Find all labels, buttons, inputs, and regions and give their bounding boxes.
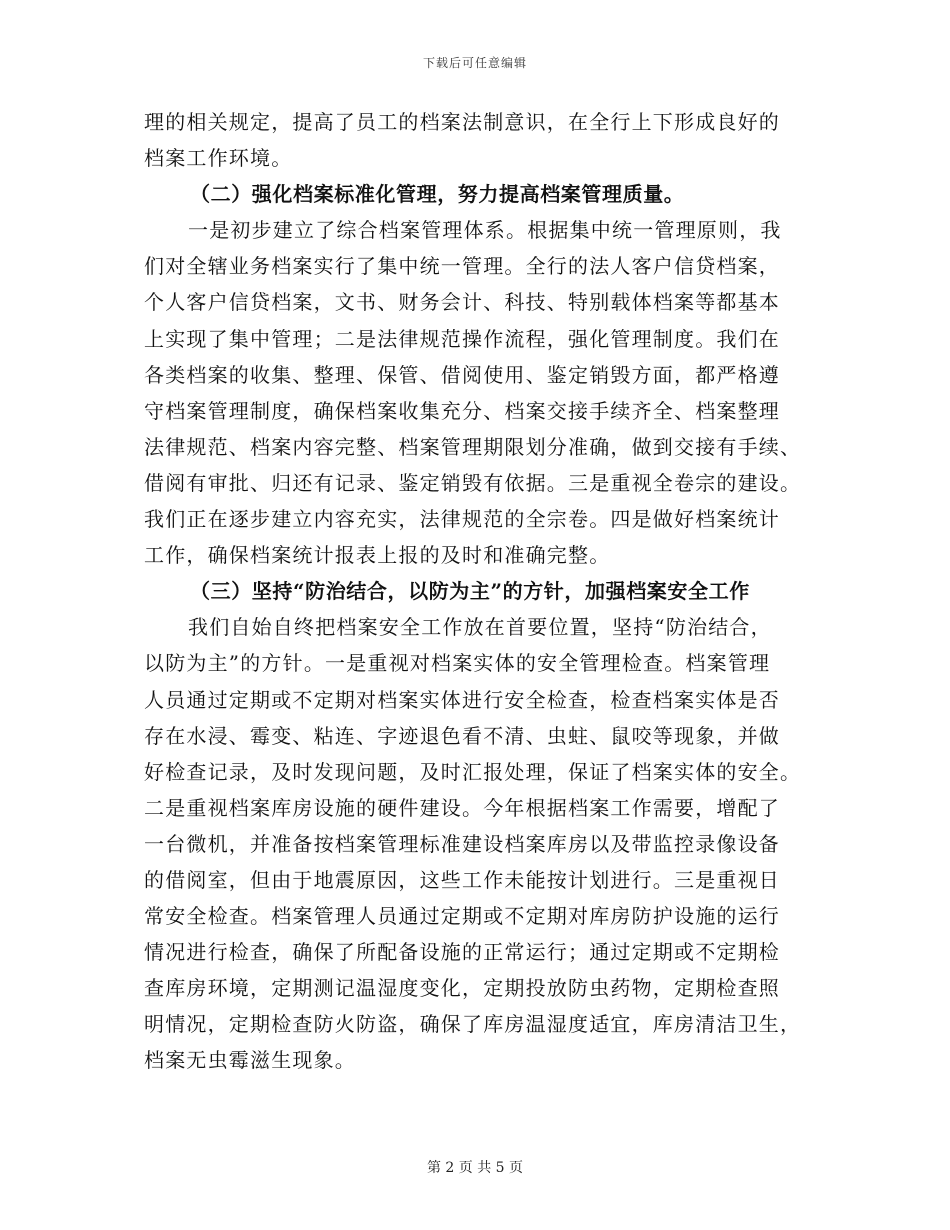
body-line: 我们正在逐步建立内容充实，法律规范的全宗卷。四是做好档案统计: [144, 507, 780, 532]
body-line: 一台微机，并准备按档案管理标准建设档案库房以及带监控录像设备: [144, 831, 780, 856]
body-line: 常安全检查。档案管理人员通过定期或不定期对库房防护设施的运行: [144, 904, 780, 929]
page-number-footer: 第 2 页 共 5 页: [426, 1160, 524, 1176]
body-line: 明情况，定期检查防火防盗，确保了库房温湿度适宜，库房清洁卫生，: [144, 1012, 802, 1037]
body-line: 档案工作环境。: [144, 146, 293, 171]
body-line: 工作，确保档案统计报表上报的及时和准确完整。: [144, 543, 611, 568]
body-line: 理的相关规定，提高了员工的档案法制意识，在全行上下形成良好的: [144, 110, 780, 134]
body-line: 情况进行检查，确保了所配备设施的正常运行；通过定期或不定期检: [144, 940, 780, 965]
body-line: 上实现了集中管理；二是法律规范操作流程，强化管理制度。我们在: [144, 326, 780, 351]
body-line: 以防为主”的方针。一是重视对档案实体的安全管理检查。档案管理: [144, 651, 771, 676]
document-body: [144, 104, 814, 1079]
body-line: 存在水浸、霉变、粘连、字迹退色看不清、虫蛀、鼠咬等现象，并做: [144, 723, 780, 748]
body-line: 的借阅室，但由于地震原因，这些工作未能按计划进行。三是重视日: [144, 867, 780, 892]
body-line: 查库房环境，定期测记温湿度变化，定期投放防虫药物，定期检查照: [144, 976, 780, 1001]
paragraph-first-line: 一是初步建立了综合档案管理体系。根据集中统一管理原则，我: [188, 218, 782, 243]
body-line: 法律规范、档案内容完整、档案管理期限划分准确，做到交接有手续、: [144, 434, 802, 459]
body-line: 们对全辖业务档案实行了集中统一管理。全行的法人客户信贷档案，: [144, 254, 780, 279]
body-line: 好检查记录，及时发现问题，及时汇报处理，保证了档案实体的安全。: [144, 759, 802, 784]
body-line: 档案无虫霉滋生现象。: [144, 1048, 356, 1073]
body-line: 二是重视档案库房设施的硬件建设。今年根据档案工作需要，增配了: [144, 795, 780, 820]
body-line: 个人客户信贷档案，文书、财务会计、科技、特别载体档案等都基本: [144, 290, 780, 315]
section-heading: （三）坚持“防治结合，以防为主”的方针，加强档案安全工作: [190, 579, 750, 604]
body-line: 各类档案的收集、整理、保管、借阅使用、鉴定销毁方面，都严格遵: [144, 362, 780, 387]
body-line: 守档案管理制度，确保档案收集充分、档案交接手续齐全、档案整理: [144, 398, 780, 423]
body-line: 人员通过定期或不定期对档案实体进行安全检查，检查档案实体是否: [144, 687, 780, 712]
section-heading: （二）强化档案标准化管理，努力提高档案管理质量。: [190, 182, 685, 207]
body-line: 借阅有审批、归还有记录、鉴定销毁有依据。三是重视全卷宗的建设。: [144, 470, 802, 495]
paragraph-first-line: 我们自始自终把档案安全工作放在首要位置，坚持“防治结合，: [188, 615, 772, 640]
page-header: 下载后可任意编辑: [422, 56, 527, 70]
